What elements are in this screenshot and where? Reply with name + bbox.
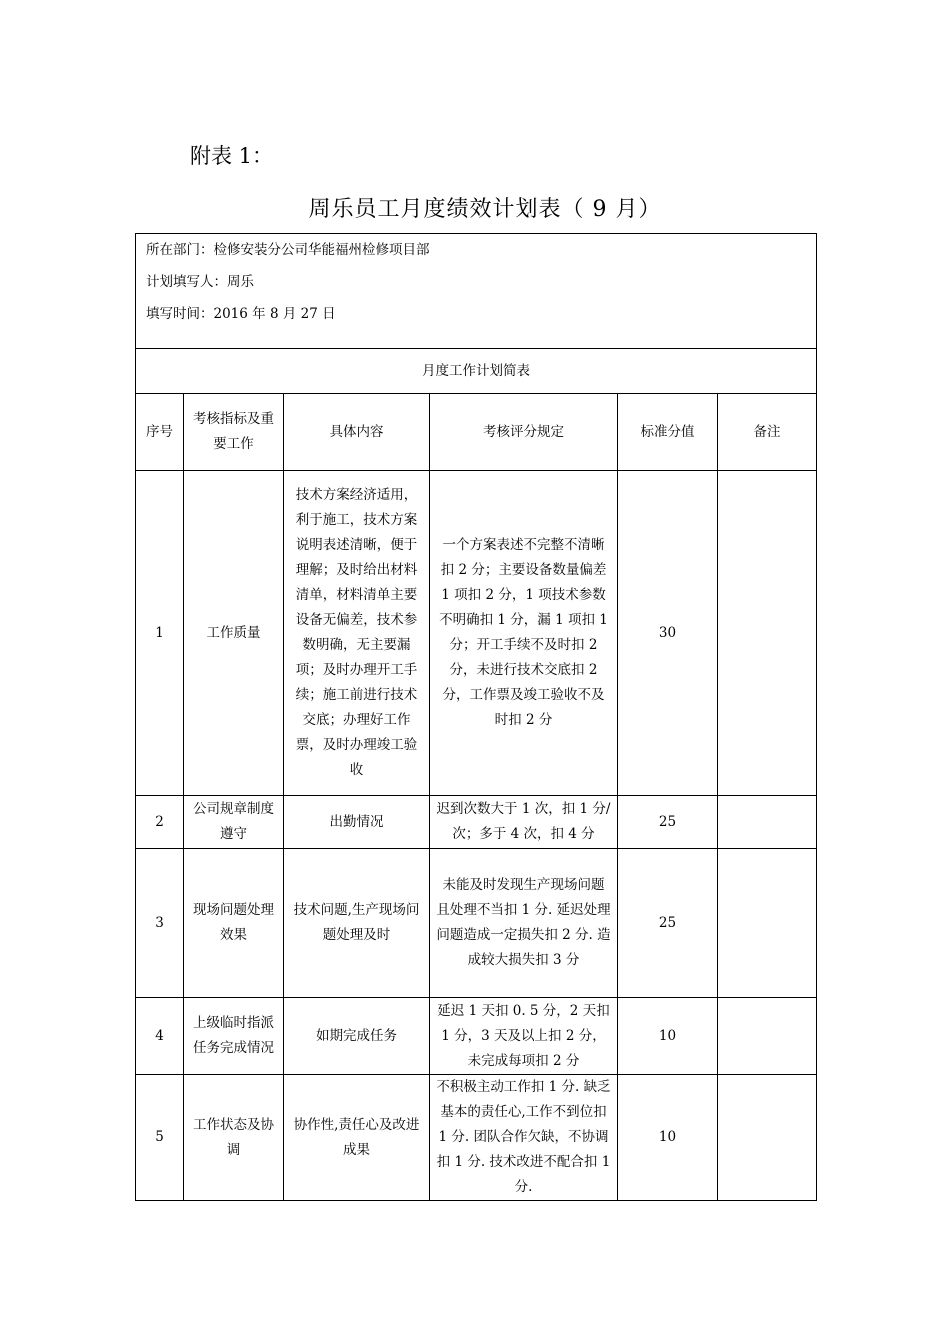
header-remark: 备注 bbox=[718, 394, 817, 471]
row-score: 10 bbox=[618, 1075, 718, 1201]
row-content: 技术问题,生产现场问题处理及时 bbox=[284, 849, 430, 998]
header-seq: 序号 bbox=[136, 394, 184, 471]
row-seq: 5 bbox=[136, 1075, 184, 1201]
appendix-label: 附表 1： bbox=[190, 144, 274, 168]
row-indicator: 公司规章制度遵守 bbox=[184, 796, 284, 849]
department-text: 所在部门：检修安装分公司华能福州检修项目部 bbox=[146, 242, 430, 258]
table-row bbox=[136, 796, 817, 849]
table-row bbox=[136, 998, 817, 1075]
row-rule: 迟到次数大于 1 次，扣 1 分/次；多于 4 次，扣 4 分 bbox=[430, 796, 618, 849]
table-row bbox=[136, 849, 817, 998]
header-score: 标准分值 bbox=[618, 394, 718, 471]
performance-plan-table bbox=[135, 233, 817, 1201]
row-indicator: 工作质量 bbox=[184, 471, 284, 796]
row-indicator: 上级临时指派任务完成情况 bbox=[184, 998, 284, 1075]
header-indicator: 考核指标及重要工作 bbox=[184, 394, 284, 471]
header-content: 具体内容 bbox=[284, 394, 430, 471]
row-content: 如期完成任务 bbox=[284, 998, 430, 1075]
row-seq: 1 bbox=[136, 471, 184, 796]
row-remark bbox=[718, 471, 817, 796]
row-remark bbox=[718, 849, 817, 998]
page-title bbox=[0, 192, 950, 223]
filler-text: 计划填写人：周乐 bbox=[146, 274, 254, 290]
row-score: 25 bbox=[618, 796, 718, 849]
row-indicator: 工作状态及协调 bbox=[184, 1075, 284, 1201]
row-remark bbox=[718, 796, 817, 849]
row-remark bbox=[718, 998, 817, 1075]
row-content: 协作性,责任心及改进成果 bbox=[284, 1075, 430, 1201]
row-remark bbox=[718, 1075, 817, 1201]
row-rule: 延迟 1 天扣 0. 5 分，2 天扣 1 分，3 天及以上扣 2 分，未完成每项扣 2 分 bbox=[430, 998, 618, 1075]
table-row bbox=[136, 1075, 817, 1201]
row-score: 30 bbox=[618, 471, 718, 796]
row-seq: 4 bbox=[136, 998, 184, 1075]
row-rule: 一个方案表述不完整不清晰扣 2 分；主要设备数量偏差 1 项扣 2 分，1 项技术参数不明确扣 1 分，漏 1 项扣 1 分；开工手续不及时扣 2 分，未进行技术交底扣 2 分，工作票及竣工验收不及时扣 2 分 bbox=[430, 471, 618, 796]
title-main: 周乐员工月度绩效计划表 bbox=[308, 197, 562, 222]
info-cell bbox=[136, 234, 817, 349]
date-text: 填写时间：2016 年 8 月 27 日 bbox=[146, 306, 336, 322]
row-content: 技术方案经济适用，利于施工，技术方案说明表述清晰，便于理解；及时给出材料清单，材料清单主要设备无偏差，技术参数明确，无主要漏项；及时办理开工手续；施工前进行技术交底；办理好工作票，及时办理竣工验收 bbox=[284, 471, 430, 796]
section-title: 月度工作计划简表 bbox=[136, 349, 817, 394]
row-seq: 3 bbox=[136, 849, 184, 998]
title-month: （ 9 月） bbox=[561, 197, 662, 222]
header-rule: 考核评分规定 bbox=[430, 394, 618, 471]
header-row bbox=[136, 394, 817, 471]
row-score: 10 bbox=[618, 998, 718, 1075]
row-content: 出勤情况 bbox=[284, 796, 430, 849]
row-score: 25 bbox=[618, 849, 718, 998]
row-rule: 未能及时发现生产现场问题且处理不当扣 1 分. 延迟处理问题造成一定损失扣 2 分. 造成较大损失扣 3 分 bbox=[430, 849, 618, 998]
row-rule: 不积极主动工作扣 1 分. 缺乏基本的责任心,工作不到位扣 1 分. 团队合作欠缺，不协调扣 1 分. 技术改进不配合扣 1 分. bbox=[430, 1075, 618, 1201]
table-row bbox=[136, 471, 817, 796]
row-indicator: 现场问题处理效果 bbox=[184, 849, 284, 998]
row-seq: 2 bbox=[136, 796, 184, 849]
